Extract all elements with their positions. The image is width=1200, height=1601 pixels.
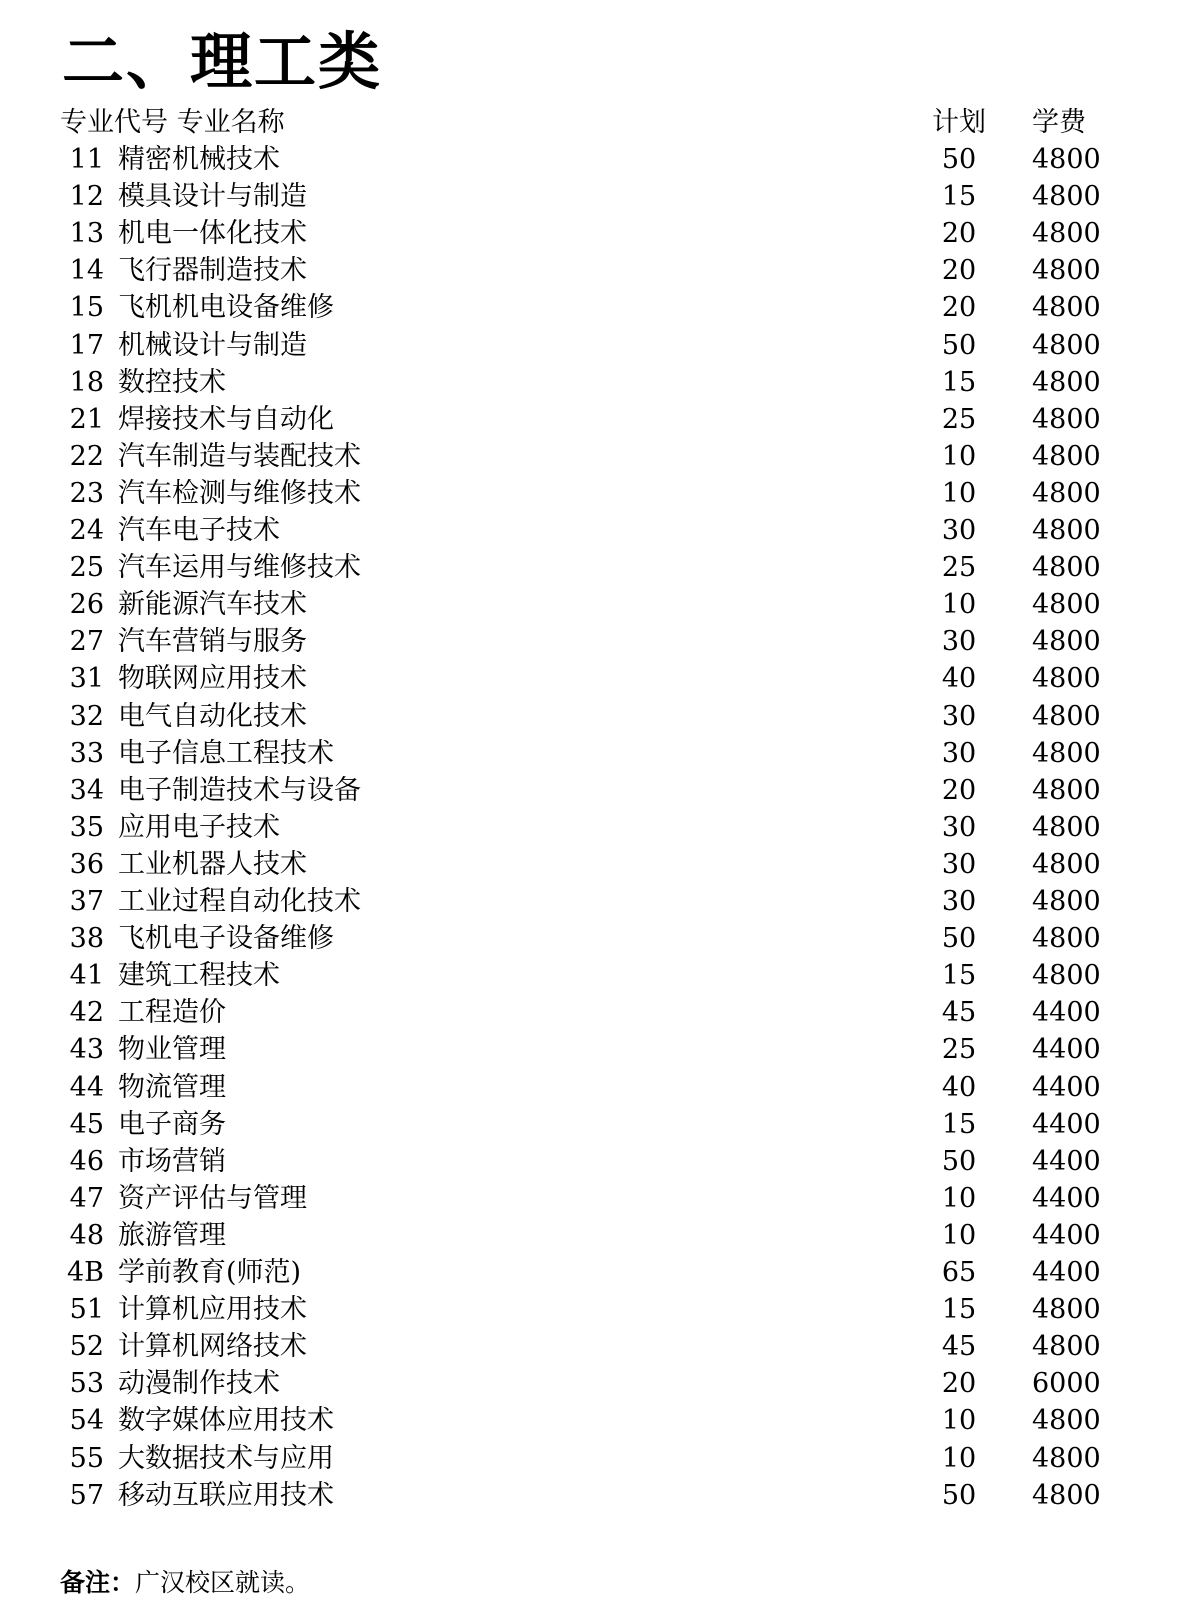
major-code: 15 [69,292,104,324]
tuition-fee: 4800 [1032,329,1101,361]
major-code: 27 [69,626,104,658]
tuition-fee: 4800 [1032,477,1101,509]
tuition-fee: 4800 [1032,1294,1101,1326]
enrollment-plan: 20 [941,218,977,250]
major-name: 大数据技术与应用 [118,1442,334,1474]
tuition-fee: 4800 [1032,218,1101,250]
major-code: 43 [69,1034,104,1066]
tuition-fee: 4400 [1032,997,1101,1029]
table-row [0,364,1200,402]
table-row [0,846,1200,884]
tuition-fee: 6000 [1032,1368,1101,1400]
enrollment-plan: 10 [941,589,977,621]
table-row [0,1254,1200,1292]
table-row [0,809,1200,847]
table-header [0,104,1200,142]
major-name: 飞机电子设备维修 [118,923,334,955]
enrollment-plan: 10 [941,440,977,472]
major-code: 18 [69,366,104,398]
major-name: 市场营销 [118,1145,226,1177]
enrollment-plan: 50 [941,1145,977,1177]
enrollment-plan: 25 [941,552,977,584]
tuition-fee: 4800 [1032,960,1101,992]
major-code: 48 [69,1219,104,1251]
major-name: 物联网应用技术 [118,663,307,695]
major-name: 汽车检测与维修技术 [118,477,361,509]
tuition-fee: 4400 [1032,1257,1101,1288]
enrollment-plan: 15 [941,1294,977,1326]
major-name: 工业过程自动化技术 [118,886,361,917]
table-row [0,1069,1200,1107]
table-row [0,549,1200,587]
major-code: 14 [69,255,104,287]
table-row [0,438,1200,476]
major-code: 33 [69,737,104,769]
footnote-label: 备注： [60,1568,136,1597]
header-code-name: 专业代号 专业名称 [60,107,285,138]
enrollment-plan: 30 [941,886,977,917]
major-name: 模具设计与制造 [118,181,307,213]
major-name: 新能源汽车技术 [118,589,307,621]
major-name: 电子制造技术与设备 [118,774,361,806]
major-name: 机械设计与制造 [118,329,307,361]
major-name: 物业管理 [118,1034,226,1066]
enrollment-plan: 30 [941,848,977,880]
major-name: 汽车制造与装配技术 [118,440,361,472]
footnote-text: 广汉校区就读。 [135,1568,311,1597]
major-name: 工程造价 [118,997,226,1029]
table-row [0,1365,1200,1403]
table-row [0,994,1200,1032]
header-plan: 计划 [932,107,986,138]
header-fee: 学费 [1032,107,1086,138]
table-row [0,660,1200,698]
major-name: 移动互联应用技术 [118,1479,334,1511]
major-code: 11 [69,144,104,175]
major-name: 数控技术 [118,366,226,398]
enrollment-plan: 30 [941,700,977,732]
enrollment-plan: 25 [941,1034,977,1066]
major-name: 计算机应用技术 [118,1294,307,1326]
major-name: 资产评估与管理 [118,1182,307,1214]
page-title: 二、理工类 [62,25,383,98]
enrollment-plan: 30 [941,515,977,546]
tuition-fee: 4800 [1032,366,1101,398]
major-name: 旅游管理 [118,1219,226,1251]
table-row [0,735,1200,773]
table-row [0,920,1200,958]
major-name: 精密机械技术 [118,144,280,175]
enrollment-plan: 20 [941,774,977,806]
table-row [0,1291,1200,1329]
major-code: 36 [69,848,104,880]
enrollment-plan: 45 [941,1331,977,1363]
table-row [0,772,1200,810]
major-name: 汽车电子技术 [118,515,280,546]
major-code: 54 [69,1405,104,1437]
table-row [0,1477,1200,1515]
major-code: 34 [69,774,104,806]
major-code: 52 [69,1331,104,1363]
table-row [0,1402,1200,1440]
major-name: 电气自动化技术 [118,700,307,732]
tuition-fee: 4400 [1032,1219,1101,1251]
table-row [0,1328,1200,1366]
table-row [0,1143,1200,1181]
table-row [0,327,1200,365]
major-name: 物流管理 [118,1071,226,1103]
major-name: 数字媒体应用技术 [118,1405,334,1437]
major-code: 22 [69,440,104,472]
tuition-fee: 4800 [1032,552,1101,584]
table-row [0,1440,1200,1478]
table-row [0,252,1200,290]
tuition-fee: 4800 [1032,663,1101,695]
major-name: 焊接技术与自动化 [118,403,334,435]
table-row [0,475,1200,513]
table-row [0,586,1200,624]
enrollment-plan: 65 [941,1257,977,1288]
major-name: 机电一体化技术 [118,218,307,250]
tuition-fee: 4400 [1032,1071,1101,1103]
enrollment-plan: 20 [941,292,977,324]
major-code: 51 [69,1294,104,1326]
major-code: 38 [69,923,104,955]
major-name: 飞机机电设备维修 [118,292,334,324]
major-name: 应用电子技术 [118,811,280,843]
tuition-fee: 4800 [1032,440,1101,472]
tuition-fee: 4800 [1032,626,1101,658]
major-code: 21 [69,403,104,435]
tuition-fee: 4400 [1032,1108,1101,1140]
major-code: 24 [69,515,104,546]
enrollment-plan: 40 [941,663,977,695]
table-row [0,883,1200,921]
enrollment-plan: 50 [941,329,977,361]
major-code: 44 [69,1071,104,1103]
table-row [0,178,1200,216]
major-code: 32 [69,700,104,732]
major-code: 26 [69,589,104,621]
tuition-fee: 4800 [1032,1405,1101,1437]
enrollment-plan: 10 [941,1182,977,1214]
tuition-fee: 4800 [1032,1442,1101,1474]
tuition-fee: 4800 [1032,144,1101,175]
table-row [0,215,1200,253]
major-code: 55 [69,1442,104,1474]
major-code: 23 [69,477,104,509]
enrollment-plan: 50 [941,144,977,175]
table-row [0,289,1200,327]
tuition-fee: 4800 [1032,923,1101,955]
table-row [0,401,1200,439]
table-row [0,957,1200,995]
tuition-fee: 4800 [1032,292,1101,324]
tuition-fee: 4800 [1032,181,1101,213]
enrollment-plan: 45 [941,997,977,1029]
tuition-fee: 4400 [1032,1145,1101,1177]
major-code: 53 [69,1368,104,1400]
major-code: 41 [69,960,104,992]
enrollment-plan: 50 [941,923,977,955]
major-code: 13 [69,218,104,250]
major-code: 35 [69,811,104,843]
enrollment-plan: 15 [941,960,977,992]
enrollment-plan: 25 [941,403,977,435]
major-name: 计算机网络技术 [118,1331,307,1363]
enrollment-plan: 15 [941,1108,977,1140]
major-code: 25 [69,552,104,584]
tuition-fee: 4800 [1032,811,1101,843]
enrollment-plan: 10 [941,1219,977,1251]
major-name: 建筑工程技术 [118,960,280,992]
major-code: 31 [69,663,104,695]
major-code: 42 [69,997,104,1029]
table-row [0,698,1200,736]
enrollment-plan: 15 [941,181,977,213]
enrollment-plan: 40 [941,1071,977,1103]
tuition-fee: 4800 [1032,700,1101,732]
major-code: 12 [69,181,104,213]
table-row [0,1180,1200,1218]
major-code: 37 [69,886,104,917]
table-row [0,141,1200,179]
footnote [60,1566,310,1600]
tuition-fee: 4800 [1032,1331,1101,1363]
major-name: 学前教育(师范) [118,1257,302,1288]
table-row [0,512,1200,550]
enrollment-plan: 10 [941,1405,977,1437]
enrollment-plan: 10 [941,1442,977,1474]
tuition-fee: 4800 [1032,1479,1101,1511]
enrollment-plan: 20 [941,1368,977,1400]
major-name: 动漫制作技术 [118,1368,280,1400]
major-name: 汽车运用与维修技术 [118,552,361,584]
table-row [0,623,1200,661]
table-row [0,1217,1200,1255]
tuition-fee: 4800 [1032,774,1101,806]
major-code: 17 [69,329,104,361]
tuition-fee: 4400 [1032,1034,1101,1066]
major-name: 汽车营销与服务 [118,626,307,658]
major-name: 工业机器人技术 [118,848,307,880]
major-code: 57 [69,1479,104,1511]
table-row [0,1106,1200,1144]
enrollment-plan: 10 [941,477,977,509]
major-name: 电子信息工程技术 [118,737,334,769]
tuition-fee: 4800 [1032,515,1101,546]
tuition-fee: 4800 [1032,848,1101,880]
major-name: 电子商务 [118,1108,226,1140]
major-code: 4B [66,1257,104,1288]
enrollment-plan: 20 [941,255,977,287]
major-code: 46 [69,1145,104,1177]
tuition-fee: 4800 [1032,886,1101,917]
tuition-fee: 4800 [1032,737,1101,769]
table-row [0,1031,1200,1069]
major-code: 45 [69,1108,104,1140]
major-code: 47 [69,1182,104,1214]
enrollment-plan: 50 [941,1479,977,1511]
tuition-fee: 4800 [1032,255,1101,287]
major-name: 飞行器制造技术 [118,255,307,287]
enrollment-plan: 15 [941,366,977,398]
enrollment-plan: 30 [941,811,977,843]
tuition-fee: 4800 [1032,589,1101,621]
enrollment-plan: 30 [941,626,977,658]
tuition-fee: 4800 [1032,403,1101,435]
tuition-fee: 4400 [1032,1182,1101,1214]
enrollment-plan: 30 [941,737,977,769]
